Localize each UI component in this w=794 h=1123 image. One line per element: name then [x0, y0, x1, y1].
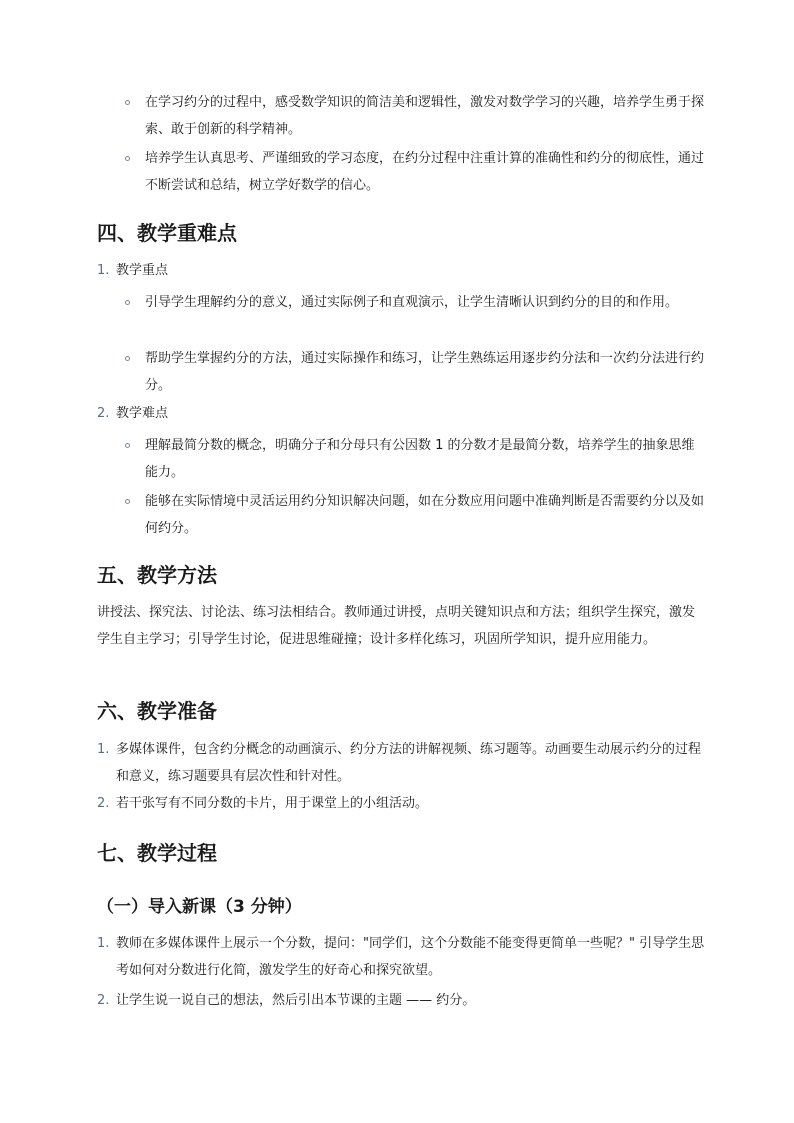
bullet-text: 引导学生理解约分的意义，通过实际例子和直观演示，让学生清晰认识到约分的目的和作用。 [145, 295, 679, 310]
list-item-title: 教学难点 [116, 406, 169, 421]
heading-section-7: 七、教学过程 [97, 841, 217, 865]
bullet-text: 理解最简分数的概念，明确分子和分母只有公因数 1 的分数才是最简分数，培养学生的抽象思维能力。 [145, 438, 695, 480]
bullet-marker [125, 499, 130, 504]
list-number: 1. [97, 742, 110, 757]
bullet-text: 培养学生认真思考、严谨细致的学习态度，在约分过程中注重计算的准确性和约分的彻底性，通过不断尝试和总结，树立学好数学的信心。 [145, 151, 705, 193]
heading-section-4: 四、教学重难点 [97, 221, 237, 245]
bullet-text: 能够在实际情境中灵活运用约分知识解决问题，如在分数应用问题中准确判断是否需要约分以及如何约分。 [145, 494, 705, 536]
subheading: （一）导入新课（3 分钟） [97, 897, 302, 917]
paragraph: 讲授法、探究法、讨论法、练习法相结合。教师通过讲授，点明关键知识点和方法；组织学生探究，激发学生自主学习；引导学生讨论，促进思维碰撞；设计多样化练习，巩固所学知识，提升应用能力。 [97, 605, 696, 647]
list-number: 2. [97, 993, 110, 1008]
list-number: 1. [97, 936, 110, 951]
list-item-text: 多媒体课件，包含约分概念的动画演示、约分方法的讲解视频、练习题等。动画要生动展示约分的过程和意义，练习题要具有层次性和针对性。 [116, 742, 702, 784]
bullet-marker [125, 356, 130, 361]
list-item-text: 让学生说一说自己的想法，然后引出本节课的主题 —— 约分。 [116, 993, 476, 1008]
bullet-text: 在学习约分的过程中，感受数学知识的简洁美和逻辑性，激发对数学学习的兴趣，培养学生勇于探索、敢于创新的科学精神。 [145, 95, 705, 137]
list-number: 1. [97, 263, 110, 278]
list-item-text: 教师在多媒体课件上展示一个分数，提问："同学们，这个分数能不能变得更简单一些呢？" 引导学生思考如何对分数进行化简，激发学生的好奇心和探究欲望。 [116, 936, 705, 978]
bullet-marker [125, 300, 130, 305]
bullet-marker [125, 100, 130, 105]
bullet-marker [125, 156, 130, 161]
heading-section-5: 五、教学方法 [97, 563, 217, 587]
heading-section-6: 六、教学准备 [97, 699, 217, 723]
bullet-text: 帮助学生掌握约分的方法，通过实际操作和练习，让学生熟练运用逐步约分法和一次约分法进行约分。 [145, 351, 705, 393]
list-item-text: 若干张写有不同分数的卡片，用于课堂上的小组活动。 [116, 796, 429, 811]
list-number: 2. [97, 796, 110, 811]
list-number: 2. [97, 406, 110, 421]
list-item-title: 教学重点 [116, 263, 169, 278]
bullet-marker [125, 443, 130, 448]
